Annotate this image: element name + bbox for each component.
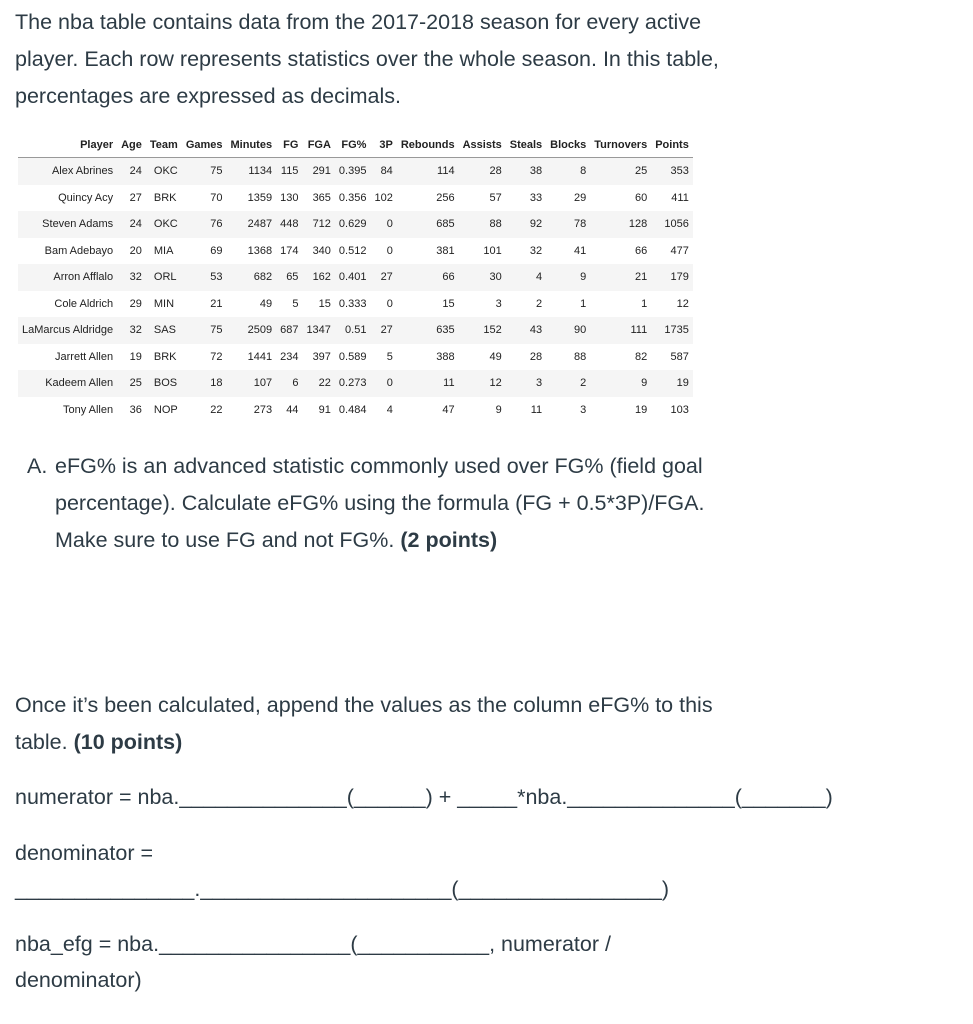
table-cell: 3 [495, 297, 502, 310]
table-cell: 91 [318, 403, 331, 416]
table-cell: 28 [529, 350, 543, 363]
table-cell: 65 [276, 264, 302, 291]
table-cell: 32 [117, 264, 146, 291]
table-cell: 18 [182, 370, 227, 397]
column-header: Team [146, 133, 182, 158]
table-header-row [18, 133, 693, 158]
column-header: Steals [506, 133, 546, 158]
table-cell: 1134 [227, 158, 277, 185]
table-cell: 88 [573, 350, 587, 363]
table-cell: 88 [459, 211, 506, 238]
table-cell: 69 [210, 244, 223, 257]
table-cell: 15 [442, 297, 455, 310]
table-cell: 685 [397, 211, 459, 238]
table-cell: 4 [506, 264, 546, 291]
append-line-1: Once it’s been calculated, append the values as the column eFG% to this [15, 693, 713, 717]
table-cell: 66 [397, 264, 459, 291]
append-points: (10 points) [73, 730, 183, 754]
table-cell: 44 [286, 403, 299, 416]
question-a-points: (2 points) [400, 528, 498, 552]
table-cell: 0.273 [335, 370, 371, 397]
table-cell: 9 [495, 403, 502, 416]
table-cell: 0.395 [335, 158, 371, 185]
table-cell: 1441 [247, 350, 273, 363]
table-cell: 0 [386, 244, 393, 257]
denominator-label: denominator = [15, 841, 154, 865]
table-cell: 21 [590, 264, 651, 291]
table-cell: 25 [590, 158, 651, 185]
table-cell: 4 [386, 403, 393, 416]
table-cell: 24 [117, 158, 146, 185]
table-cell: BRK [153, 191, 177, 204]
question-letter: A. [27, 454, 48, 478]
table-row [18, 211, 693, 238]
player-name-cell: Alex Abrines [18, 158, 117, 185]
table-cell: 30 [459, 264, 506, 291]
column-header: Games [182, 133, 227, 158]
denominator-blank[interactable]: _______________._____________________(_________________) [15, 877, 670, 901]
nba-efg-line[interactable]: nba_efg = nba.________________(___________, numerator / [15, 932, 611, 956]
table-cell: 365 [312, 191, 331, 204]
table-cell: 0 [386, 297, 393, 310]
table-cell: 115 [276, 158, 302, 185]
column-header: Player [18, 133, 117, 158]
table-cell: 107 [227, 370, 277, 397]
intro-text [15, 4, 955, 115]
table-cell: 41 [573, 244, 587, 257]
table-cell: 340 [312, 244, 331, 257]
table-cell: 5 [292, 297, 299, 310]
nba-data-table [18, 133, 693, 423]
table-cell: 635 [397, 317, 459, 344]
table-cell: 92 [506, 211, 546, 238]
table-cell: 11 [397, 370, 459, 397]
table-cell: 49 [489, 350, 502, 363]
table-cell: 36 [129, 403, 142, 416]
column-header: Age [117, 133, 146, 158]
table-cell: 66 [634, 244, 648, 257]
table-cell: 0.333 [338, 297, 367, 310]
column-header: Turnovers [590, 133, 651, 158]
table-cell: 6 [276, 370, 302, 397]
table-cell: 3 [506, 370, 546, 397]
column-header: FGA [302, 133, 334, 158]
table-cell: 5 [386, 350, 393, 363]
player-name-cell: Jarrett Allen [55, 350, 114, 363]
table-cell: 687 [276, 317, 302, 344]
column-header: 3P [370, 133, 396, 158]
table-cell: 8 [546, 158, 590, 185]
table-cell: 128 [590, 211, 651, 238]
table-cell: 1347 [302, 317, 334, 344]
table-cell: 19 [634, 403, 648, 416]
table-cell: 27 [129, 191, 142, 204]
table-cell: 162 [302, 264, 334, 291]
table-cell: BRK [153, 350, 177, 363]
table-cell: 38 [506, 158, 546, 185]
table-cell: 152 [459, 317, 506, 344]
table-cell: 102 [374, 191, 393, 204]
column-header: FG [276, 133, 302, 158]
table-cell: 49 [259, 297, 273, 310]
table-cell: 19 [651, 370, 693, 397]
table-cell: MIN [153, 297, 175, 310]
table-cell: 0.589 [338, 350, 367, 363]
player-name-cell: Steven Adams [18, 211, 117, 238]
table-cell: 29 [573, 191, 587, 204]
table-cell: 12 [676, 297, 689, 310]
table-cell: 3 [580, 403, 587, 416]
column-header: Minutes [227, 133, 277, 158]
table-cell: ORL [146, 264, 182, 291]
player-name-cell: Tony Allen [62, 403, 114, 416]
table-cell: 0.51 [335, 317, 371, 344]
table-cell: 9 [546, 264, 590, 291]
table-cell: 27 [370, 264, 396, 291]
table-cell: 273 [253, 403, 273, 416]
table-cell: 0 [370, 211, 396, 238]
table-row [18, 397, 693, 424]
table-row [18, 185, 693, 212]
question-a-line-1: eFG% is an advanced statistic commonly used over FG% (field goal [55, 454, 703, 478]
table-cell: 22 [210, 403, 223, 416]
table-cell: 75 [182, 158, 227, 185]
table-cell: 388 [436, 350, 455, 363]
table-cell: BOS [146, 370, 182, 397]
numerator-line[interactable]: numerator = nba.______________(______) + _____*nba.______________(_______) [15, 785, 833, 809]
nba-table [18, 133, 826, 428]
nba-efg-line-2: denominator) [15, 968, 142, 992]
table-cell: 28 [459, 158, 506, 185]
table-cell: 9 [590, 370, 651, 397]
table-cell: 234 [280, 350, 299, 363]
intro-line-1: The nba table contains data from the 2017-2018 season for every active [15, 10, 702, 34]
table-cell: 2 [536, 297, 543, 310]
player-name-cell: Bam Adebayo [44, 244, 114, 257]
table-cell: 587 [670, 350, 689, 363]
table-cell: 15 [318, 297, 331, 310]
player-name-cell: Quincy Acy [58, 191, 114, 204]
table-cell: 78 [546, 211, 590, 238]
player-name-cell: Arron Afflalo [18, 264, 117, 291]
table-cell: 101 [483, 244, 502, 257]
table-row [18, 344, 693, 371]
table-cell: 32 [117, 317, 146, 344]
table-cell: 1359 [247, 191, 273, 204]
table-row [18, 317, 693, 344]
column-header: FG% [335, 133, 371, 158]
player-name-cell: Kadeem Allen [18, 370, 117, 397]
table-cell: 2509 [227, 317, 277, 344]
intro-line-3: percentages are expressed as decimals. [15, 84, 402, 108]
table-cell: MIA [153, 244, 174, 257]
table-cell: 21 [210, 297, 223, 310]
table-cell: 70 [210, 191, 223, 204]
table-cell: 2 [546, 370, 590, 397]
column-header: Rebounds [397, 133, 459, 158]
table-cell: 19 [129, 350, 142, 363]
table-cell: 25 [117, 370, 146, 397]
table-cell: 75 [182, 317, 227, 344]
table-cell: 0.512 [338, 244, 367, 257]
table-cell: 0.401 [335, 264, 371, 291]
table-cell: 712 [302, 211, 334, 238]
table-cell: 27 [370, 317, 396, 344]
table-cell: 60 [634, 191, 648, 204]
column-header: Points [651, 133, 693, 158]
append-line-2: table. [15, 730, 68, 754]
table-cell: 90 [546, 317, 590, 344]
table-cell: 179 [651, 264, 693, 291]
table-cell: 1 [580, 297, 587, 310]
table-row [18, 370, 693, 397]
table-cell: NOP [153, 403, 178, 416]
table-cell: 20 [129, 244, 142, 257]
column-header: Blocks [546, 133, 590, 158]
table-cell: SAS [146, 317, 182, 344]
question-a-line-2: percentage). Calculate eFG% using the formula (FG + 0.5*3P)/FGA. [55, 491, 705, 515]
table-cell: 24 [117, 211, 146, 238]
column-header: Assists [459, 133, 506, 158]
table-cell: 448 [276, 211, 302, 238]
table-cell: 103 [670, 403, 689, 416]
table-cell: 397 [312, 350, 331, 363]
table-row [18, 238, 693, 265]
table-cell: 381 [436, 244, 455, 257]
table-cell: 22 [302, 370, 334, 397]
table-cell: 130 [280, 191, 299, 204]
table-cell: OKC [146, 211, 182, 238]
table-cell: 2487 [227, 211, 277, 238]
table-cell: 682 [227, 264, 277, 291]
table-row [18, 264, 693, 291]
table-cell: 76 [182, 211, 227, 238]
table-cell: 1368 [247, 244, 273, 257]
table-cell: 12 [459, 370, 506, 397]
table-row [18, 291, 693, 318]
table-cell: 411 [671, 191, 689, 204]
table-cell: 57 [489, 191, 502, 204]
table-cell: 1735 [651, 317, 693, 344]
intro-line-2: player. Each row represents statistics over the whole season. In this table, [15, 47, 719, 71]
table-cell: 291 [302, 158, 334, 185]
table-cell: 11 [530, 403, 543, 416]
table-cell: 1 [641, 297, 648, 310]
table-cell: 32 [529, 244, 543, 257]
table-cell: 53 [182, 264, 227, 291]
table-cell: 82 [634, 350, 648, 363]
table-cell: 174 [280, 244, 299, 257]
table-cell: 353 [651, 158, 693, 185]
table-cell: 43 [506, 317, 546, 344]
append-instruction [15, 687, 915, 761]
table-cell: 0 [370, 370, 396, 397]
question-a-line-3: Make sure to use FG and not FG%. [55, 528, 395, 552]
table-cell: 84 [370, 158, 396, 185]
table-cell: 29 [129, 297, 142, 310]
table-cell: 114 [397, 158, 459, 185]
table-cell: OKC [146, 158, 182, 185]
question-a [27, 448, 927, 559]
table-cell: 0.356 [338, 191, 367, 204]
player-name-cell: LaMarcus Aldridge [18, 317, 117, 344]
table-cell: 0.629 [335, 211, 371, 238]
table-body [18, 158, 693, 424]
table-cell: 33 [529, 191, 543, 204]
table-cell: 1056 [651, 211, 693, 238]
table-cell: 72 [210, 350, 223, 363]
table-cell: 256 [436, 191, 455, 204]
table-cell: 47 [442, 403, 455, 416]
player-name-cell: Cole Aldrich [54, 297, 114, 310]
table-cell: 477 [670, 244, 689, 257]
table-cell: 111 [590, 317, 651, 344]
table-cell: 0.484 [338, 403, 367, 416]
table-row [18, 158, 693, 185]
